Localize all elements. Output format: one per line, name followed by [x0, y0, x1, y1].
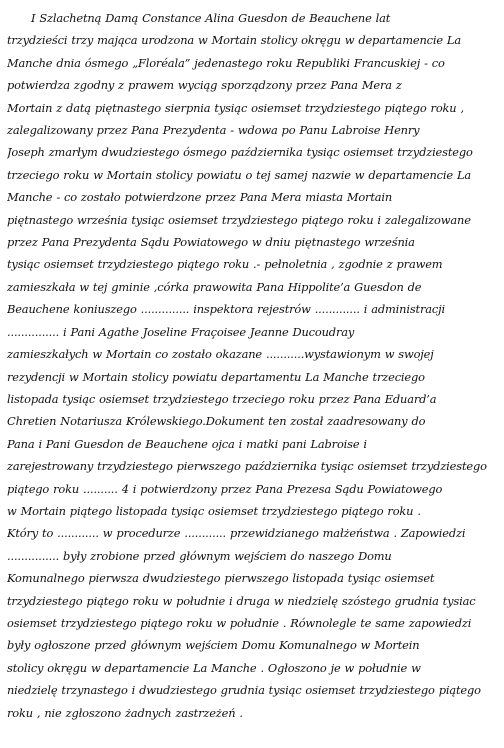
text-line: I Szlachetną Damą Constance Alina Guesdon de Beauchene lat: [31, 11, 391, 25]
text-line: piątego roku .......... 4 i potwierdzony przez Pana Prezesa Sądu Powiatowego: [7, 481, 443, 496]
text-line: stolicy okręgu w departamencie La Manche . Ogłoszono je w południe w: [7, 660, 421, 675]
text-line: zalegalizowany przez Pana Prezydenta - wdowa po Panu Labroise Henry: [7, 123, 420, 138]
text-line: tysiąc osiemset trzydziestego piątego roku .- pełnoletnia , zgodnie z prawem: [7, 257, 443, 272]
text-line: Manche dnia ósmego „Floréala” jedenastego roku Republiki Francuskiej - co: [7, 55, 445, 70]
text-line: Beauchene koniuszego .............. inspektora rejestrów ............. i administracji: [7, 302, 446, 317]
text-line: potwierdza zgodny z prawem wyciąg sporządzony przez Pana Mera z: [7, 78, 402, 93]
text-line: osiemset trzydziestego piątego roku w południe . Równolegle te same zapowiedzi: [7, 615, 472, 630]
text-line: były ogłoszone przed głównym wejściem Domu Komunalnego w Mortein: [7, 638, 420, 653]
text-line: rezydencji w Mortain stolicy powiatu departamentu La Manche trzeciego: [7, 369, 425, 384]
text-line: zarejestrowany trzydziestego pierwszego października tysiąc osiemset trzydziestego: [7, 459, 487, 474]
text-line: Manche - co zostało potwierdzone przez Pana Mera miasta Mortain: [7, 190, 393, 205]
text-line: listopada tysiąc osiemset trzydziestego trzeciego roku przez Pana Eduard’a: [7, 391, 437, 406]
text-line: trzeciego roku w Mortain stolicy powiatu o tej samej nazwie w departamencie La: [7, 167, 472, 182]
text-line: trzydzieści trzy mająca urodzona w Mortain stolicy okręgu w departamencie La: [7, 33, 461, 48]
text-line: ............... i Pani Agathe Joseline Fraçoisee Jeanne Ducoudray: [7, 324, 355, 339]
text-line: piętnastego września tysiąc osiemset trzydziestego piątego roku i zalegalizowane: [7, 212, 471, 227]
text-line: Mortain z datą piętnastego sierpnia tysiąc osiemset trzydziestego piątego roku ,: [7, 100, 464, 115]
text-line: Chretien Notariusza Królewskiego.Dokument ten został zaadresowany do: [7, 414, 426, 429]
text-line: Komunalnego pierwsza dwudziestego pierwszego listopada tysiąc osiemset: [7, 571, 435, 586]
text-line: zamieszkałych w Mortain co zostało okazane ...........wystawionym w swojej: [7, 347, 434, 362]
document-body: [7, 7, 497, 724]
text-line: przez Pana Prezydenta Sądu Powiatowego w dniu piętnastego września: [7, 235, 415, 250]
text-line: niedzielę trzynastego i dwudziestego grudnia tysiąc osiemset trzydziestego piątego: [7, 683, 481, 698]
text-line: Pana i Pani Guesdon de Beauchene ojca i matki pani Labroise i: [7, 436, 367, 451]
text-line: Który to ............ w procedurze ............ przewidzianego małżeństwa . Zapowiedzi: [7, 526, 466, 541]
text-line: ............... były zrobione przed głównym wejściem do naszego Domu: [7, 548, 392, 563]
text-line: roku , nie zgłoszono żadnych zastrzeżeń .: [7, 705, 243, 720]
text-line: trzydziestego piątego roku w południe i druga w niedzielę szóstego grudnia tysiac: [7, 593, 476, 608]
text-line: w Mortain piątego listopada tysiąc osiemset trzydziestego piątego roku .: [7, 503, 421, 518]
text-line: zamieszkała w tej gminie ,córka prawowita Pana Hippolite’a Guesdon de: [7, 279, 422, 294]
text-line: Joseph zmarłym dwudziestego ósmego października tysiąc osiemset trzydziestego: [7, 145, 473, 160]
